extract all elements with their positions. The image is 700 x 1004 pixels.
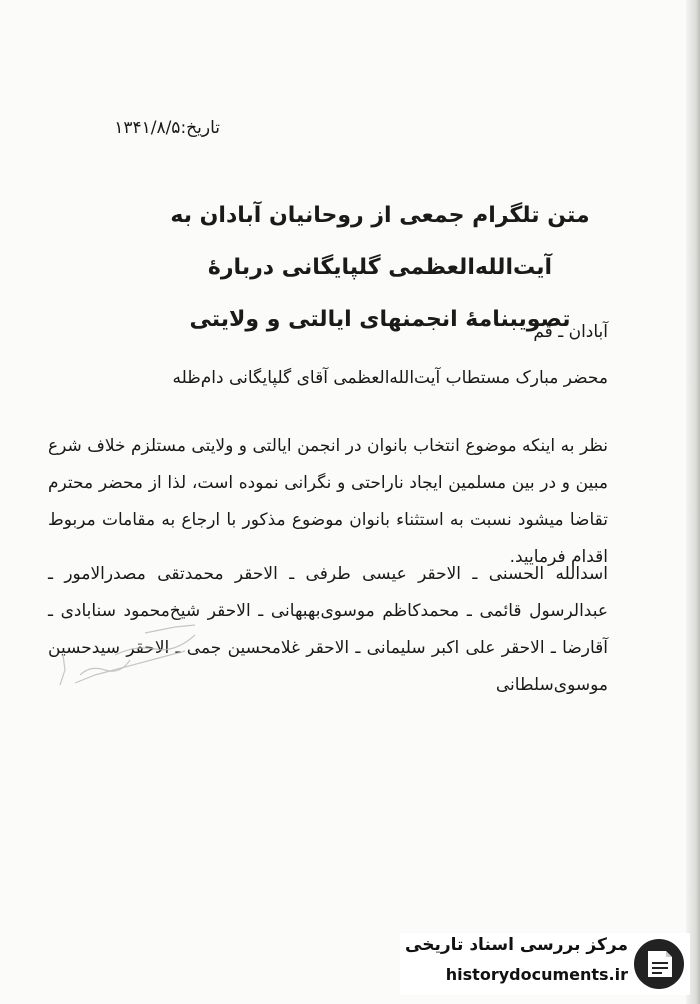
signers-list: اسدالله الحسنی ـ الاحقر عیسی طرفی ـ الاحقر محمدتقی مصدرالامور ـ عبدالرسول قائمی ـ محمدکاظم موسوی‌بهبهانی ـ الاحقر شیخ‌محمود سنابادی ـ آقارضا ـ الاحقر علی اکبر سلیمانی ـ الاحقر غلامحسین جمی ـ الاحقر سیدحسین موسوی‌سلطانی xyxy=(48,564,608,695)
page-edge xyxy=(686,0,700,1004)
document-date: تاریخ:۱۳۴۱/۸/۵ xyxy=(114,118,220,138)
archive-url: historydocuments.ir xyxy=(445,965,628,984)
archive-watermark xyxy=(400,933,690,995)
telegram-route: آبادان ـ قم xyxy=(533,322,608,342)
addressee: محضر مبارک مستطاب آیت‌الله‌العظمی آقای گلپایگانی دام‌ظله xyxy=(172,368,608,388)
archive-name: مرکز بررسی اسناد تاریخی xyxy=(405,935,628,955)
title-line-2: تصویبنامهٔ انجمنهای ایالتی و ولایتی xyxy=(189,307,571,332)
title-line-1: متن تلگرام جمعی از روحانیان آبادان به آیت‌الله‌العظمی گلپایگانی دربارهٔ xyxy=(170,203,590,280)
faded-stamp-mark xyxy=(55,615,205,695)
document-archive-icon xyxy=(632,937,686,991)
telegram-body: نظر به اینکه موضوع انتخاب بانوان در انجمن ایالتی و ولایتی مستلزم خلاف شرع مبین و در بین مسلمین ایجاد ناراحتی و نگرانی نموده است، لذا از محضر محترم تقاضا میشود نسبت به استثناء بانوان موضوع مذکور با ارجاع به مقامات مربوط اقدام فرمایید. xyxy=(48,436,608,567)
